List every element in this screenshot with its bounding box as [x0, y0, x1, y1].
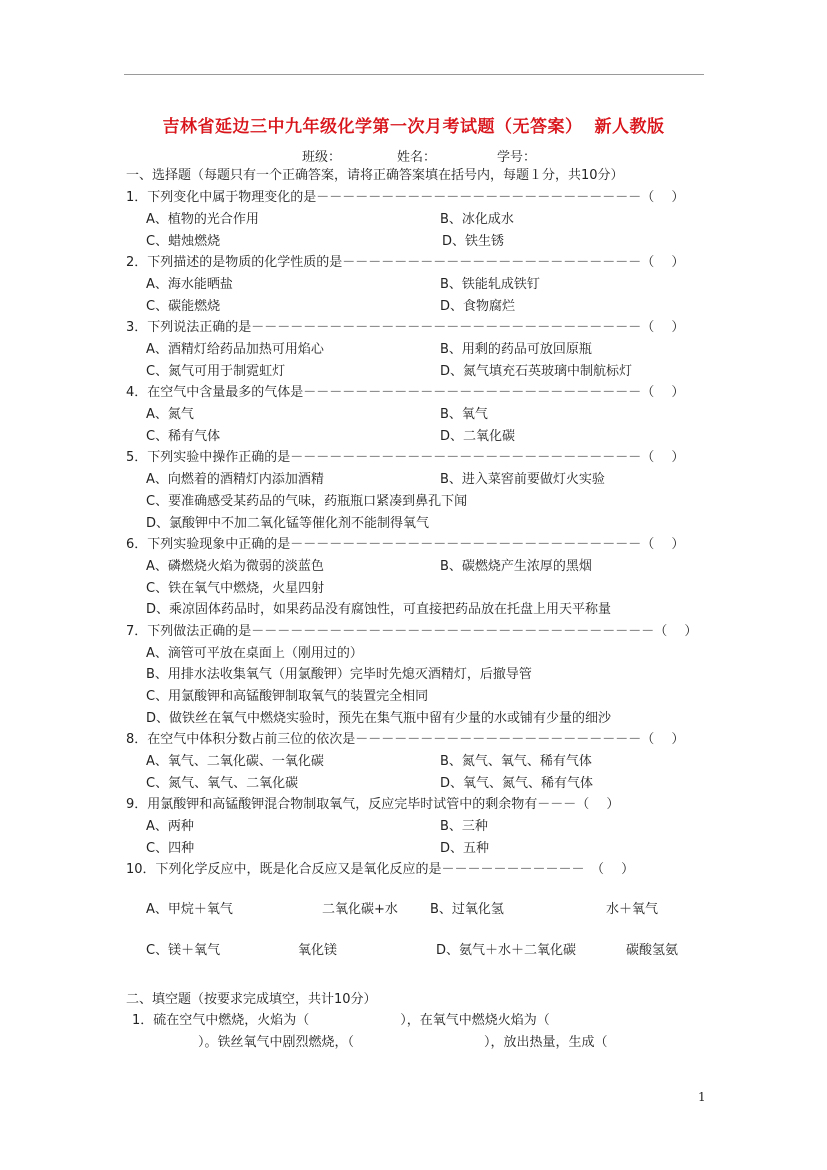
question-stem: 7．下列做法正确的是－－－－－－－－－－－－－－－－－－－－－－－－－－－－－－－（ ） [126, 624, 698, 639]
option-c: C、碳能燃烧 [146, 299, 221, 314]
option-b: B、冰化成水 [440, 212, 514, 227]
option-b: B、进入菜窖前要做灯火实验 [440, 472, 605, 487]
option-a: A、酒精灯给药品加热可用焰心 [146, 342, 324, 357]
question-stem: 5．下列实验中操作正确的是－－－－－－－－－－－－－－－－－－－－－－－－－－－（ ） [126, 450, 685, 465]
option-d-reactants: D、氨气＋水＋二氧化碳 [436, 943, 577, 958]
name-label: 姓名： [397, 150, 437, 165]
option-b: B、铁能轧成铁钉 [440, 277, 540, 292]
option-a: A、氧气、二氧化碳、一氧化碳 [146, 754, 324, 769]
page-number: 1 [698, 1090, 706, 1104]
option-d: D、二氧化碳 [440, 429, 516, 444]
option-d: D、铁生锈 [442, 234, 505, 249]
fill-line: 1．硫在空气中燃烧，火焰为（ ），在氧气中燃烧火焰为（ [132, 1013, 550, 1028]
option-b: B、用排水法收集氧气（用氯酸钾）完毕时先熄灭酒精灯，后撤导管 [146, 667, 532, 682]
option-a: A、海水能晒盐 [146, 277, 233, 292]
question-stem: 8．在空气中体积分数占前三位的依次是－－－－－－－－－－－－－－－－－－－－－－（ ） [126, 732, 685, 747]
option-a: A、两种 [146, 819, 194, 834]
option-a: A、氮气 [146, 407, 194, 422]
option-c: C、稀有气体 [146, 429, 221, 444]
option-c: C、氮气、氧气、二氧化碳 [146, 776, 299, 791]
question-stem: 2．下列描述的是物质的化学性质的是－－－－－－－－－－－－－－－－－－－－－－－（ ） [126, 255, 685, 270]
option-a-products: 二氧化碳+水 [322, 902, 398, 917]
question-stem: 4．在空气中含量最多的气体是－－－－－－－－－－－－－－－－－－－－－－－－－－（ ） [126, 385, 685, 400]
page-title [0, 112, 827, 137]
title-main: 吉林省延边三中九年级化学第一次月考试题（无答案） [162, 117, 583, 137]
option-a: A、向燃着的酒精灯内添加酒精 [146, 472, 324, 487]
option-c: C、氮气可用于制霓虹灯 [146, 364, 286, 379]
option-d: D、五种 [440, 841, 490, 856]
option-b-products: 水＋氧气 [606, 902, 659, 917]
fill-line: ）。铁丝氧气中剧烈燃烧，（ ），放出热量，生成（ [146, 1035, 608, 1050]
option-d: D、做铁丝在氧气中燃烧实验时，预先在集气瓶中留有少量的水或铺有少量的细沙 [146, 711, 612, 726]
option-d: D、氧气、氮气、稀有气体 [440, 776, 594, 791]
option-c-reactants: C、镁＋氧气 [146, 943, 221, 958]
option-c: C、四种 [146, 841, 195, 856]
header-rule [124, 74, 704, 75]
option-c: C、铁在氧气中燃烧，火星四射 [146, 581, 325, 596]
title-edition: 新人教版 [594, 117, 665, 137]
student-id-label: 学号： [497, 150, 537, 165]
option-b: B、氧气 [440, 407, 488, 422]
option-a: A、磷燃烧火焰为微弱的淡蓝色 [146, 559, 324, 574]
option-b-reactants: B、过氧化氢 [430, 902, 504, 917]
question-stem: 10．下列化学反应中，既是化合反应又是氧化反应的是－－－－－－－－－－－ （ ） [126, 862, 635, 877]
question-stem: 6．下列实验现象中正确的是－－－－－－－－－－－－－－－－－－－－－－－－－－－（ ） [126, 537, 685, 552]
option-b: B、三种 [440, 819, 488, 834]
option-d: D、氯酸钾中不加二氧化锰等催化剂不能制得氧气 [146, 516, 430, 531]
option-c: C、用氯酸钾和高锰酸钾制取氧气的装置完全相同 [146, 689, 429, 704]
option-d: D、氮气填充石英玻璃中制航标灯 [440, 364, 633, 379]
option-b: B、碳燃烧产生浓厚的黑烟 [440, 559, 592, 574]
section2-heading: 二、填空题（按要求完成填空，共计10分） [126, 992, 377, 1007]
question-stem: 9．用氯酸钾和高锰酸钾混合物制取氧气，反应完毕时试管中的剩余物有－－－（ ） [126, 797, 620, 812]
option-c: C、蜡烛燃烧 [146, 234, 221, 249]
section1-heading: 一、选择题（每题只有一个正确答案，请将正确答案填在括号内，每题１分，共10分） [126, 168, 624, 183]
option-c-products: 氧化镁 [298, 943, 338, 958]
option-d: D、乘凉固体药品时，如果药品没有腐蚀性，可直接把药品放在托盘上用天平称量 [146, 602, 612, 617]
option-a: A、植物的光合作用 [146, 212, 259, 227]
option-a: A、滴管可平放在桌面上（刚用过的） [146, 646, 363, 661]
option-d-products: 碳酸氢氨 [626, 943, 679, 958]
option-c: C、要准确感受某药品的气味，药瓶瓶口紧凑到鼻孔下闻 [146, 494, 468, 509]
question-stem: 1．下列变化中属于物理变化的是－－－－－－－－－－－－－－－－－－－－－－－－－（ ） [126, 190, 685, 205]
class-label: 班级： [302, 150, 342, 165]
question-stem: 3．下列说法正确的是－－－－－－－－－－－－－－－－－－－－－－－－－－－－－－（ ） [126, 320, 685, 335]
option-d: D、食物腐烂 [440, 299, 516, 314]
option-b: B、氮气、氧气、稀有气体 [440, 754, 592, 769]
option-a-reactants: A、甲烷＋氧气 [146, 902, 233, 917]
option-b: B、用剩的药品可放回原瓶 [440, 342, 592, 357]
